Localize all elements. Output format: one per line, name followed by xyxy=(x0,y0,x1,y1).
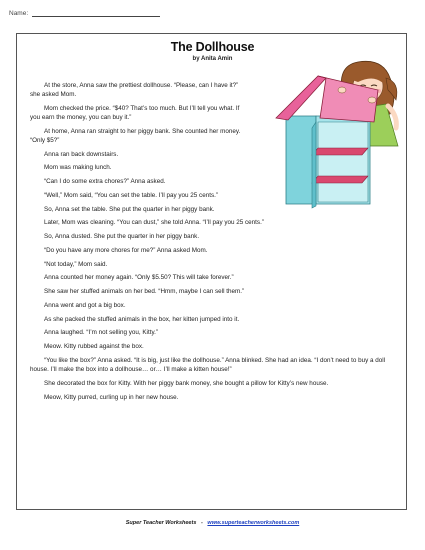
byline: by Anita Amin xyxy=(192,56,233,62)
name-line[interactable] xyxy=(32,9,160,17)
paragraph: “You like the box?” Anna asked. “It is big, just like the dollhouse.” Anna blinked. She had an idea. “I don’t need to buy a doll house. I’ll make the box into a dollhouse… or… I’ll make a kitten house!” xyxy=(30,356,386,374)
paragraph: “Can I do some extra chores?” Anna asked. xyxy=(44,178,166,186)
paragraph: She saw her stuffed animals on her bed. “Hmm, maybe I can sell them.” xyxy=(44,288,245,296)
paragraph: Mom checked the price. “$40? That’s too much. But I’ll tell you what. If you earn the money, you can buy it.” xyxy=(30,104,240,122)
paragraph: She decorated the box for Kitty. With her piggy bank money, she bought a pillow for Kitty’s new house. xyxy=(44,379,329,387)
paragraph: So, Anna dusted. She put the quarter in her piggy bank. xyxy=(44,233,200,241)
footer xyxy=(0,520,425,526)
paragraph: Anna counted her money again. “Only $5.50? This will take forever.” xyxy=(44,274,234,282)
name-label: Name: xyxy=(9,10,29,17)
footer-separator: - xyxy=(200,520,203,526)
paragraph: “Do you have any more chores for me?” Anna asked Mom. xyxy=(44,246,208,254)
paragraph: Mom was making lunch. xyxy=(44,164,112,172)
paragraph: “Not today,” Mom said. xyxy=(44,260,108,268)
story-text xyxy=(30,81,390,406)
paragraph: So, Anna set the table. She put the quarter in her piggy bank. xyxy=(44,205,215,213)
name-field[interactable] xyxy=(9,9,160,17)
footer-brand: Super Teacher Worksheets xyxy=(125,520,197,526)
page-title: The Dollhouse xyxy=(170,40,255,54)
paragraph: At the store, Anna saw the prettiest dollhouse. “Please, can I have it?” she asked Mom. xyxy=(30,82,239,99)
paragraph: “Well,” Mom said, “You can set the table. I’ll pay you 25 cents.” xyxy=(44,191,218,199)
paragraph: Anna ran back downstairs. xyxy=(44,150,119,158)
paragraph: Later, Mom was cleaning. “You can dust,” she told Anna. “I’ll pay you 25 cents.” xyxy=(44,219,264,227)
paragraph: Anna laughed. “I’m not selling you, Kitty.” xyxy=(44,329,158,337)
paragraph: Anna went and got a big box. xyxy=(44,301,126,309)
footer-link[interactable]: www.superteacherworksheets.com xyxy=(207,520,300,526)
paragraph: At home, Anna ran straight to her piggy bank. She counted her money. “Only $5?” xyxy=(30,127,241,144)
paragraph: Meow. Kitty rubbed against the box. xyxy=(44,343,144,351)
paragraph: As she packed the stuffed animals in the box, her kitten jumped into it. xyxy=(44,315,240,323)
paragraph: Meow, Kitty purred, curling up in her new house. xyxy=(44,393,179,401)
